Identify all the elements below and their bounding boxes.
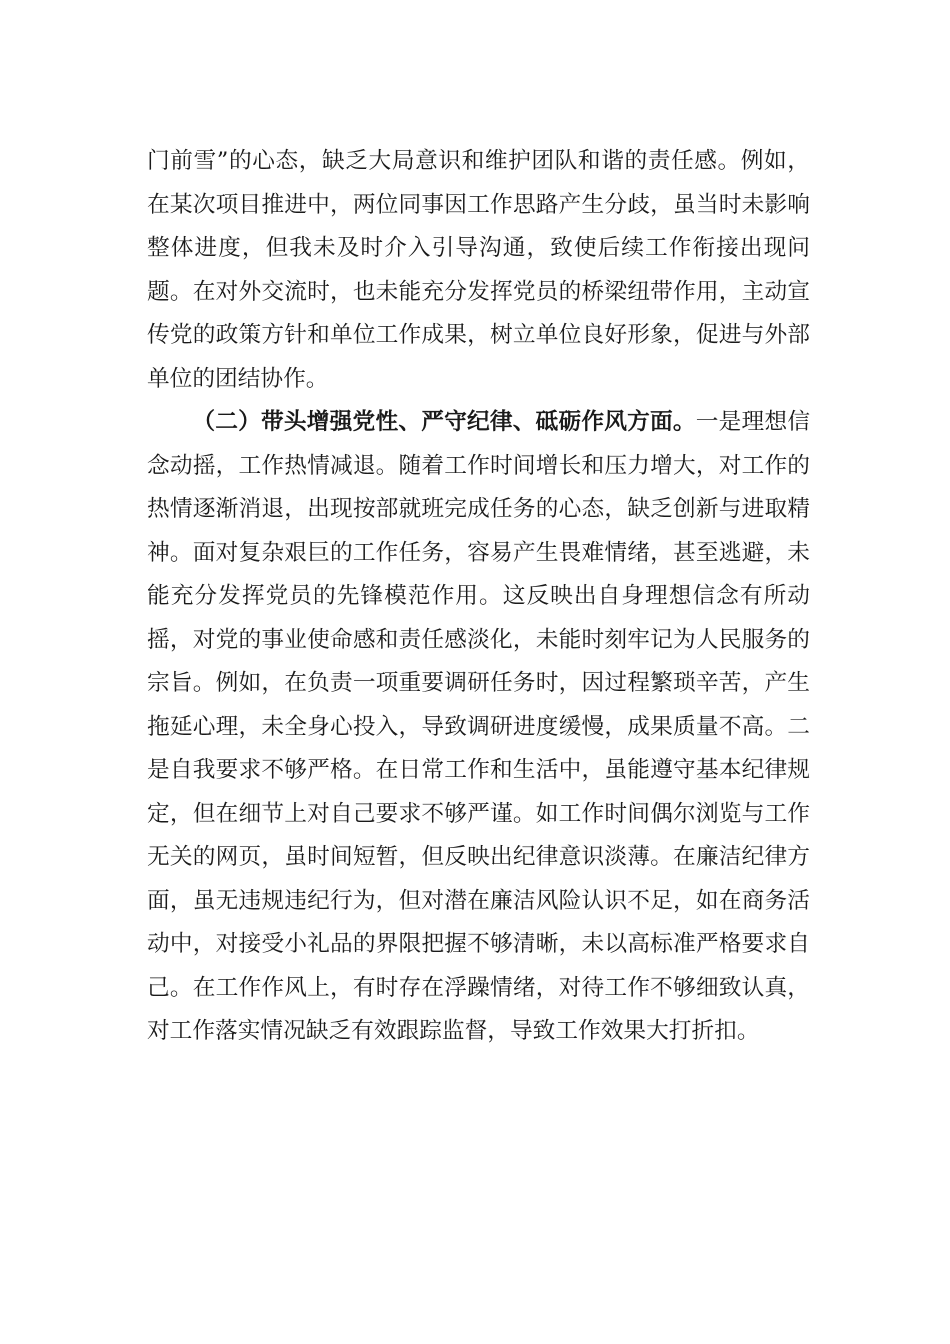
- paragraph-continued: [147, 140, 810, 401]
- paragraph-section-two: [147, 401, 810, 1054]
- paragraph-text: 一是理想信念动摇，工作热情减退。随着工作时间增长和压力增大，对工作的热情逐渐消退，出现按部就班完成任务的心态，缺乏创新与进取精神。面对复杂艰巨的工作任务，容易产生畏难情绪，甚至逃避，未能充分发挥党员的先锋模范作用。这反映出自身理想信念有所动摇，对党的事业使命感和责任感淡化，未能时刻牢记为人民服务的宗旨。例如，在负责一项重要调研任务时，因过程繁琐辛苦，产生拖延心理，未全身心投入，导致调研进度缓慢，成果质量不高。二是自我要求不够严格。在日常工作和生活中，虽能遵守基本纪律规定，但在细节上对自己要求不够严谨。如工作时间偶尔浏览与工作无关的网页，虽时间短暂，但反映出纪律意识淡薄。在廉洁纪律方面，虽无违规违纪行为，但对潜在廉洁风险认识不足，如在商务活动中，对接受小礼品的界限把握不够清晰，未以高标准严格要求自己。在工作作风上，有时存在浮躁情绪，对待工作不够细致认真，对工作落实情况缺乏有效跟踪监督，导致工作效果大打折扣。: [147, 409, 811, 1044]
- body-text: [147, 140, 810, 1054]
- paragraph-text: 门前雪”的心态，缺乏大局意识和维护团队和谐的责任感。例如，在某次项目推进中，两位同事因工作思路产生分歧，虽当时未影响整体进度，但我未及时介入引导沟通，致使后续工作衔接出现问题。在对外交流时，也未能充分发挥党员的桥梁纽带作用，主动宣传党的政策方针和单位工作成果，树立单位良好形象，促进与外部单位的团结协作。: [147, 148, 810, 392]
- section-heading: （二）带头增强党性、严守纪律、砥砺作风方面。: [192, 409, 696, 435]
